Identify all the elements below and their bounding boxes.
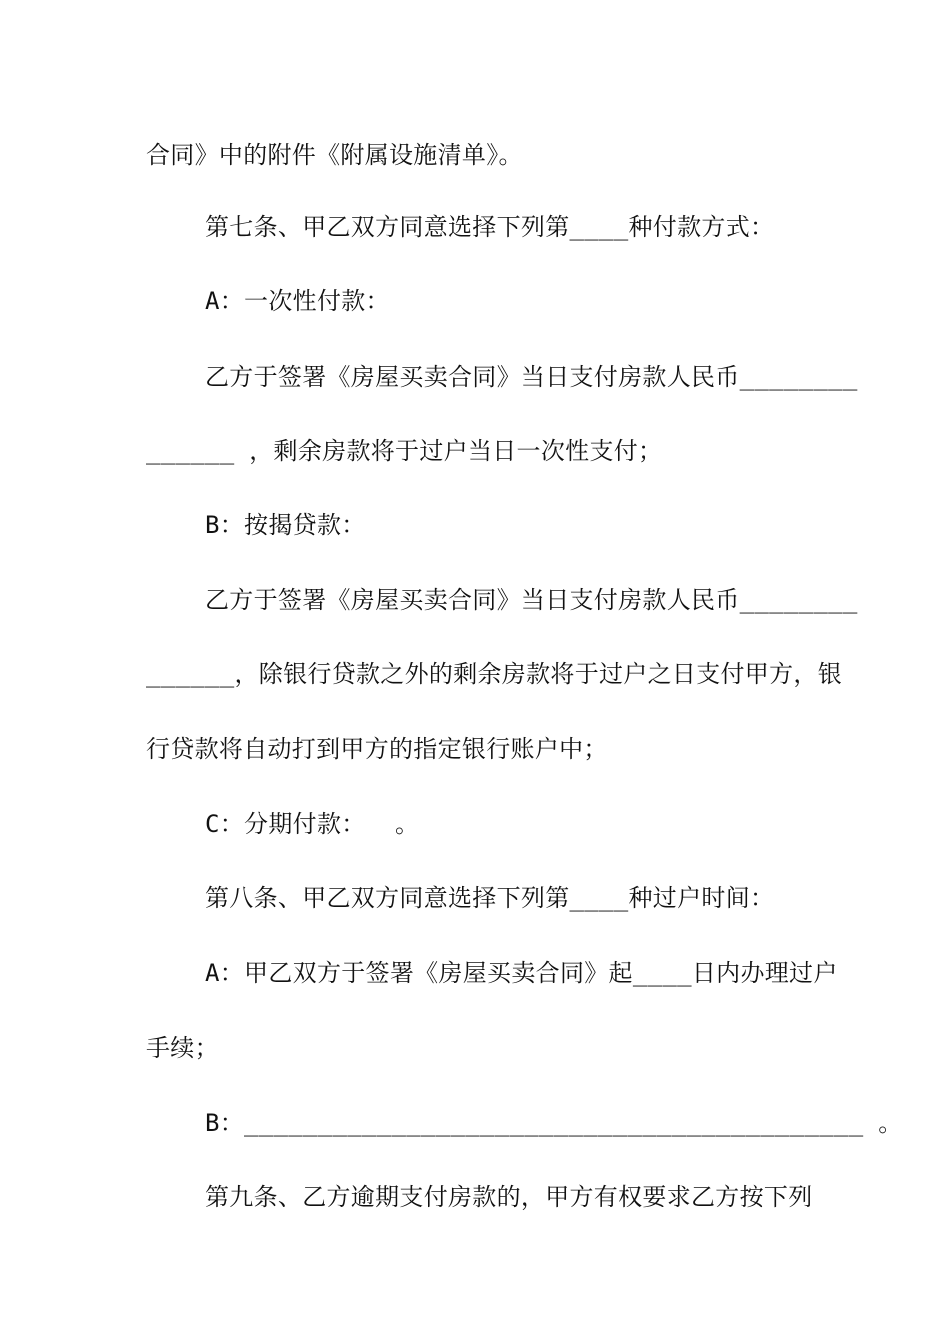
text-line: A：甲乙双方于签署《房屋买卖合同》起____日内办理过户 <box>146 959 838 987</box>
text-line: ______，除银行贷款之外的剩余房款将于过户之日支付甲方，银 <box>146 660 842 688</box>
text-line: 行贷款将自动打到甲方的指定银行账户中； <box>146 735 608 763</box>
text-line: 乙方于签署《房屋买卖合同》当日支付房款人民币________ <box>146 586 858 614</box>
text-line: 乙方于签署《房屋买卖合同》当日支付房款人民币________ <box>146 363 858 391</box>
text-line: 合同》中的附件《附属设施清单》。 <box>146 141 523 169</box>
text-line: 第八条、甲乙双方同意选择下列第____种过户时间： <box>146 884 775 912</box>
text-line: B：__________________________________________ 。 <box>146 1109 903 1137</box>
text-line: A：一次性付款： <box>146 287 390 315</box>
text-line: 手续； <box>146 1034 219 1062</box>
text-line: C：分期付款： 。 <box>146 810 420 838</box>
text-line: ______ ，剩余房款将于过户当日一次性支付； <box>146 437 663 465</box>
text-line: 第七条、甲乙双方同意选择下列第____种付款方式： <box>146 213 775 241</box>
text-line: 第九条、乙方逾期支付房款的，甲方有权要求乙方按下列 <box>146 1183 813 1211</box>
text-line: B：按揭贷款： <box>146 511 366 539</box>
